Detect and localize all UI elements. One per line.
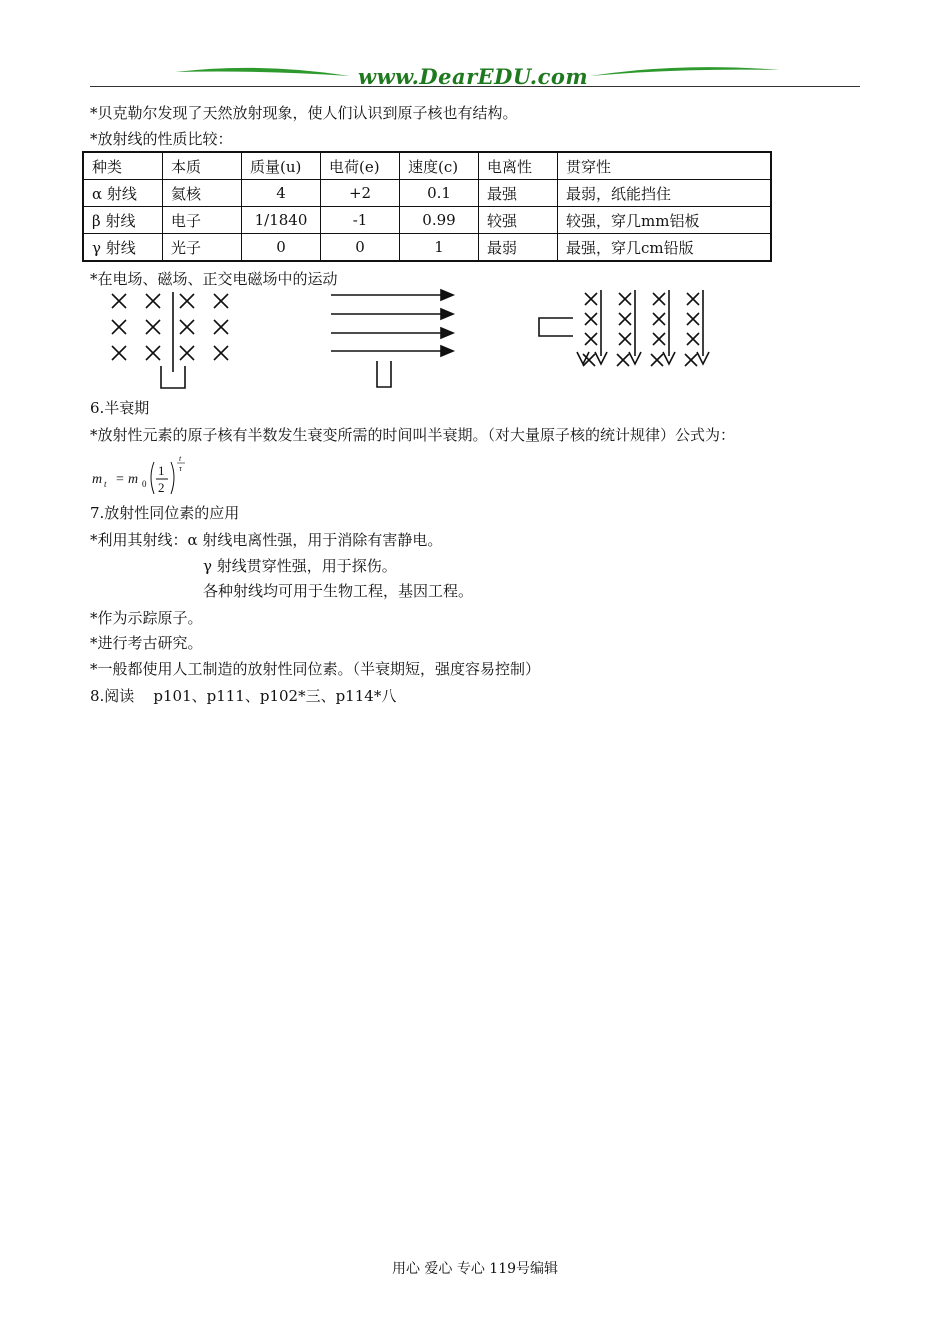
field-cross-marks: [112, 294, 228, 360]
table-cell: 0: [242, 234, 321, 262]
table-cell: 0.1: [400, 180, 479, 207]
text-line: *利用其射线：α 射线电离性强，用于消除有害静电。: [90, 531, 443, 549]
site-logo: www.DearEDU.com: [358, 64, 589, 89]
table-row: [83, 180, 771, 207]
text-line: *作为示踪原子。: [90, 609, 203, 627]
magnetic-field-diagram: [105, 290, 245, 395]
section-heading: 6.半衰期: [90, 399, 150, 417]
text-line: *贝克勒尔发现了天然放射现象，使人们认识到原子核也有结构。: [90, 104, 518, 122]
svg-text:t: t: [179, 454, 182, 463]
header-rule: [90, 86, 860, 87]
table-cell: +2: [321, 180, 400, 207]
half-life-formula: [90, 452, 200, 506]
table-cell: α 射线: [83, 180, 163, 207]
table-cell: 最弱: [479, 234, 558, 262]
svg-text:t: t: [104, 479, 107, 489]
text-line: γ 射线贯穿性强，用于探伤。: [203, 557, 397, 575]
page-footer: 用心 爱心 专心 119号编辑: [391, 1261, 559, 1277]
table-cell: β 射线: [83, 207, 163, 234]
text-line: 8.阅读 p101、p111、p102*三、p114*八: [90, 687, 397, 705]
svg-text:2: 2: [158, 480, 165, 495]
svg-text:1: 1: [158, 463, 165, 478]
table-cell: 1: [400, 234, 479, 262]
electric-field-diagram: [325, 285, 460, 395]
table-cell: 最弱，纸能挡住: [558, 180, 772, 207]
section-heading: 7.放射性同位素的应用: [90, 504, 240, 522]
page-header: [90, 60, 860, 90]
table-header-cell: 电荷(e): [321, 152, 400, 180]
table-cell: 电子: [163, 207, 242, 234]
table-header-cell: 速度(c): [400, 152, 479, 180]
svg-text:m: m: [128, 472, 139, 487]
table-header-cell: 贯穿性: [558, 152, 772, 180]
svg-text:m: m: [92, 472, 103, 487]
table-cell: 0: [321, 234, 400, 262]
table-header-cell: 本质: [163, 152, 242, 180]
table-cell: -1: [321, 207, 400, 234]
crossed-field-diagram: [535, 288, 720, 373]
text-line: *放射性元素的原子核有半数发生衰变所需的时间叫半衰期。（对大量原子核的统计规律）公式为：: [90, 426, 736, 444]
table-row: [83, 234, 771, 262]
table-header-cell: 质量(u): [242, 152, 321, 180]
svg-text:=: =: [116, 472, 124, 487]
table-cell: 较强，穿几mm铝板: [558, 207, 772, 234]
text-line: *在电场、磁场、正交电磁场中的运动: [90, 270, 338, 288]
table-cell: γ 射线: [83, 234, 163, 262]
table-cell: 氦核: [163, 180, 242, 207]
table-header-cell: 种类: [83, 152, 163, 180]
text-line: *放射线的性质比较：: [90, 130, 233, 148]
table-cell: 4: [242, 180, 321, 207]
svg-text:0: 0: [142, 479, 147, 489]
table-cell: 光子: [163, 234, 242, 262]
svg-text:τ: τ: [179, 464, 182, 473]
table-cell: 最强: [479, 180, 558, 207]
table-header-cell: 电离性: [479, 152, 558, 180]
table-cell: 较强: [479, 207, 558, 234]
text-line: 各种射线均可用于生物工程，基因工程。: [203, 582, 474, 600]
text-line: *进行考古研究。: [90, 634, 203, 652]
table-cell: 最强，穿几cm铅版: [558, 234, 772, 262]
table-row: [83, 207, 771, 234]
table-cell: 1/1840: [242, 207, 321, 234]
radiation-properties-table: [82, 151, 772, 262]
table-cell: 0.99: [400, 207, 479, 234]
table-header-row: [83, 152, 771, 180]
text-line: *一般都使用人工制造的放射性同位素。（半衰期短，强度容易控制）: [90, 660, 541, 678]
